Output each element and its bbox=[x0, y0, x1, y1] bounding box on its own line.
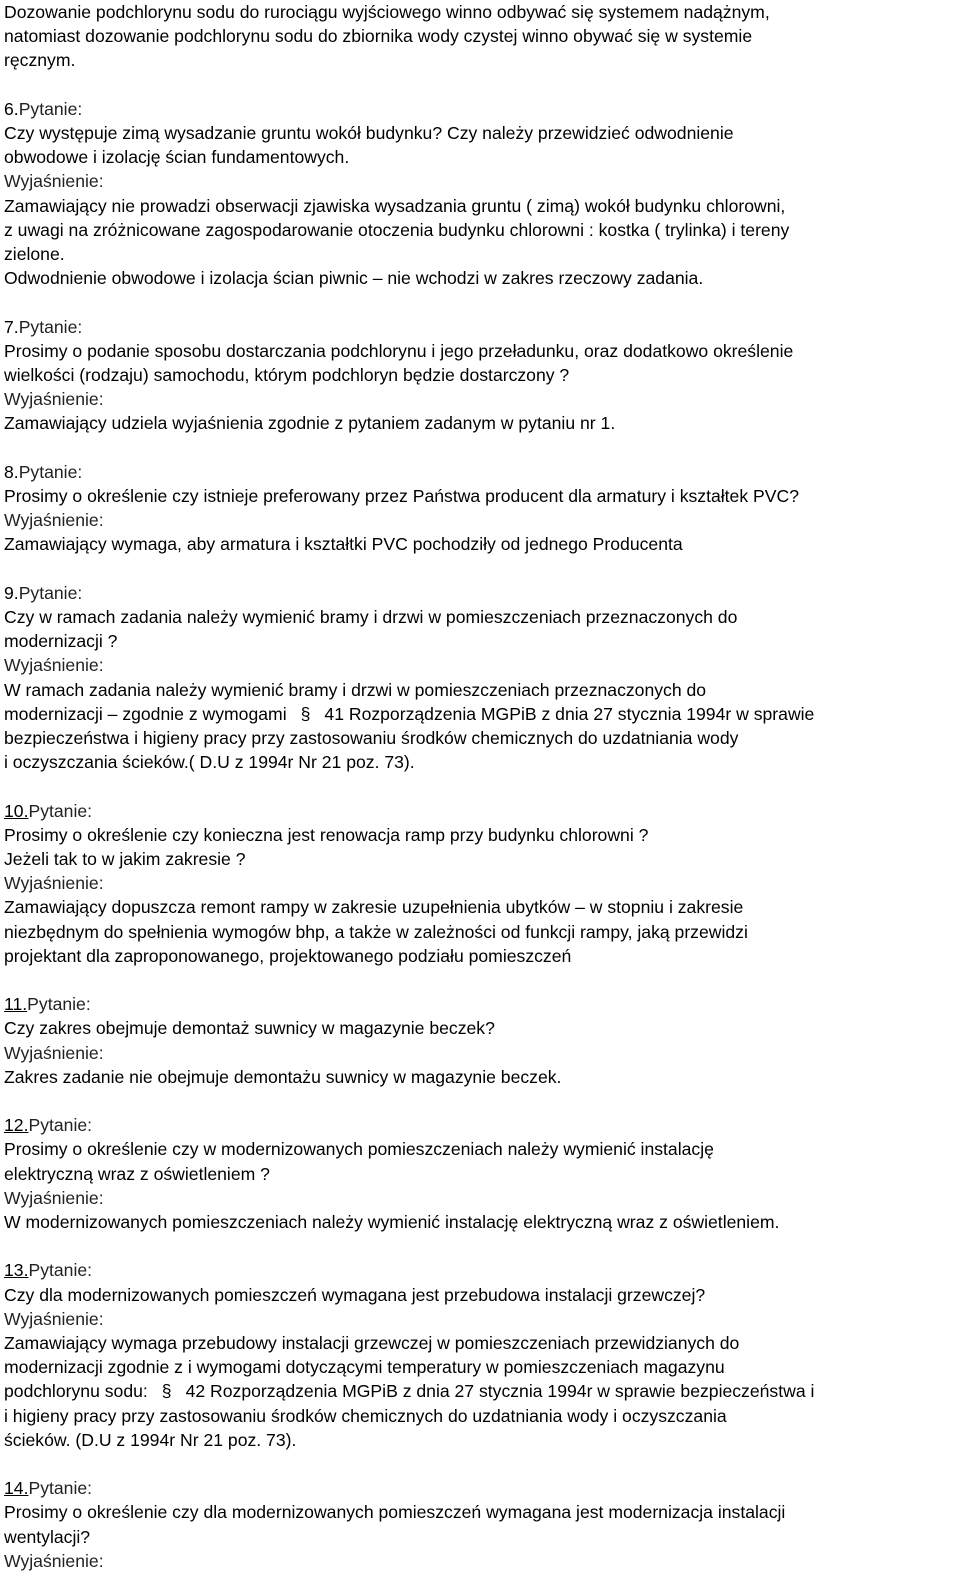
answer-text: modernizacji zgodnie z i wymogami dotyczącymi temperatury w pomieszczeniach magazynu bbox=[4, 1357, 725, 1378]
answer-text: bezpieczeństwa i higieny pracy przy zastosowaniu środków chemicznych do uzdatniania wody bbox=[4, 728, 739, 749]
question-heading: 7.Pytanie: bbox=[4, 316, 83, 337]
answer-text: Zamawiający udziela wyjaśnienia zgodnie z pytaniem zadanym w pytaniu nr 1. bbox=[4, 413, 616, 434]
section-14 bbox=[4, 1476, 956, 1573]
intro-line-1: Dozowanie podchlorynu sodu do rurociągu wyjściowego winno odbywać się systemem nadążnym, bbox=[4, 2, 770, 22]
answer-label: Wyjaśnienie: bbox=[4, 1308, 104, 1329]
answer-label: Wyjaśnienie: bbox=[4, 1550, 104, 1571]
question-text: Prosimy o podanie sposobu dostarczania podchlorynu i jego przeładunku, oraz dodatkowo określenie bbox=[4, 340, 794, 361]
section-13 bbox=[4, 1258, 956, 1452]
question-text: Prosimy o określenie czy istnieje preferowany przez Państwa producent dla armatury i kształtek PVC? bbox=[4, 486, 799, 507]
paragraph-sign: § bbox=[161, 1381, 172, 1402]
question-text: wentylacji? bbox=[4, 1526, 91, 1547]
intro-line-3: ręcznym. bbox=[4, 50, 76, 71]
paragraph-sign: § bbox=[300, 703, 311, 724]
question-text: Prosimy o określenie czy dla modernizowanych pomieszczeń wymagana jest modernizacja instalacji bbox=[4, 1502, 786, 1523]
question-heading: 14.Pytanie: bbox=[4, 1478, 93, 1499]
answer-text: z uwagi na zróżnicowane zagospodarowanie otoczenia budynku chlorowni : kostka ( trylinka) i tereny bbox=[4, 219, 790, 240]
answer-text: podchlorynu sodu: § 42 Rozporządzenia MGPiB z dnia 27 stycznia 1994r w sprawie bezpieczeństwa i bbox=[4, 1379, 956, 1403]
answer-text: i higieny pracy przy zastosowaniu środków chemicznych do uzdatniania wody i oczyszczania bbox=[4, 1405, 727, 1426]
answer-text: modernizacji – zgodnie z wymogami § 41 Rozporządzenia MGPiB z dnia 27 stycznia 1994r w sprawie bbox=[4, 702, 956, 726]
question-text: Prosimy o określenie czy w modernizowanych pomieszczeniach należy wymienić instalację bbox=[4, 1139, 714, 1160]
section-9 bbox=[4, 581, 956, 775]
answer-label: Wyjaśnienie: bbox=[4, 1187, 104, 1208]
question-text: Jeżeli tak to w jakim zakresie ? bbox=[4, 849, 246, 870]
answer-text: Zamawiający wymaga, aby armatura i kształtki PVC pochodziły od jednego Producenta bbox=[4, 534, 683, 555]
answer-text: Zamawiający dopuszcza remont rampy w zakresie uzupełnienia ubytków – w stopniu i zakresie bbox=[4, 897, 744, 918]
answer-label: Wyjaśnienie: bbox=[4, 171, 104, 192]
answer-label: Wyjaśnienie: bbox=[4, 655, 104, 676]
question-text: Czy w ramach zadania należy wymienić bramy i drzwi w pomieszczeniach przeznaczonych do bbox=[4, 607, 738, 628]
section-11 bbox=[4, 992, 956, 1089]
question-text: Czy zakres obejmuje demontaż suwnicy w magazynie beczek? bbox=[4, 1018, 495, 1039]
question-text: Czy występuje zimą wysadzanie gruntu wokół budynku? Czy należy przewidzieć odwodnienie bbox=[4, 123, 734, 143]
question-heading: 6.Pytanie: bbox=[4, 98, 83, 119]
question-heading: 13.Pytanie: bbox=[4, 1260, 93, 1281]
question-text: obwodowe i izolację ścian fundamentowych. bbox=[4, 147, 350, 168]
question-heading: 12.Pytanie: bbox=[4, 1115, 93, 1136]
question-heading: 11.Pytanie: bbox=[4, 994, 91, 1015]
answer-text: Zamawiający wymaga przebudowy instalacji grzewczej w pomieszczeniach przewidzianych do bbox=[4, 1333, 740, 1354]
answer-text: Zakres zadanie nie obejmuje demontażu suwnicy w magazynie beczek. bbox=[4, 1066, 562, 1087]
answer-text: niezbędnym do spełnienia wymogów bhp, a także w zależności od funkcji rampy, jaką przewidzi bbox=[4, 921, 748, 942]
answer-label: Wyjaśnienie: bbox=[4, 1042, 104, 1063]
answer-text: Odwodnienie obwodowe i izolacja ścian piwnic – nie wchodzi w zakres rzeczowy zadania. bbox=[4, 268, 704, 289]
section-10 bbox=[4, 799, 956, 968]
answer-text: Zamawiający nie prowadzi obserwacji zjawiska wysadzania gruntu ( zimą) wokół budynku chlorowni, bbox=[4, 195, 786, 216]
section-7 bbox=[4, 315, 956, 436]
section-8 bbox=[4, 460, 956, 557]
question-text: elektryczną wraz z oświetleniem ? bbox=[4, 1163, 270, 1184]
question-text: Czy dla modernizowanych pomieszczeń wymagana jest przebudowa instalacji grzewczej? bbox=[4, 1284, 706, 1305]
section-12 bbox=[4, 1113, 956, 1234]
answer-text: W modernizowanych pomieszczeniach należy wymienić instalację elektryczną wraz z oświetleniem. bbox=[4, 1212, 780, 1233]
section-6 bbox=[4, 97, 956, 291]
answer-label: Wyjaśnienie: bbox=[4, 510, 104, 531]
question-text: modernizacji ? bbox=[4, 631, 118, 652]
question-heading: 9.Pytanie: bbox=[4, 582, 83, 603]
question-text: wielkości (rodzaju) samochodu, którym podchloryn będzie dostarczony ? bbox=[4, 365, 570, 386]
answer-text: projektant dla zaproponowanego, projektowanego podziału pomieszczeń bbox=[4, 945, 572, 966]
answer-label: Wyjaśnienie: bbox=[4, 873, 104, 894]
answer-text: ścieków. (D.U z 1994r Nr 21 poz. 73). bbox=[4, 1429, 297, 1450]
answer-text: zielone. bbox=[4, 244, 65, 265]
question-heading: 8.Pytanie: bbox=[4, 461, 83, 482]
answer-text: W ramach zadania należy wymienić bramy i drzwi w pomieszczeniach przeznaczonych do bbox=[4, 679, 707, 700]
intro-line-2: natomiast dozowanie podchlorynu sodu do zbiornika wody czystej winno obywać się w systemie bbox=[4, 26, 753, 47]
question-heading: 10.Pytanie: bbox=[4, 800, 93, 821]
answer-text: i oczyszczania ścieków.( D.U z 1994r Nr 21 poz. 73). bbox=[4, 752, 415, 773]
question-text: Prosimy o określenie czy konieczna jest renowacja ramp przy budynku chlorowni ? bbox=[4, 824, 649, 845]
answer-label: Wyjaśnienie: bbox=[4, 389, 104, 410]
